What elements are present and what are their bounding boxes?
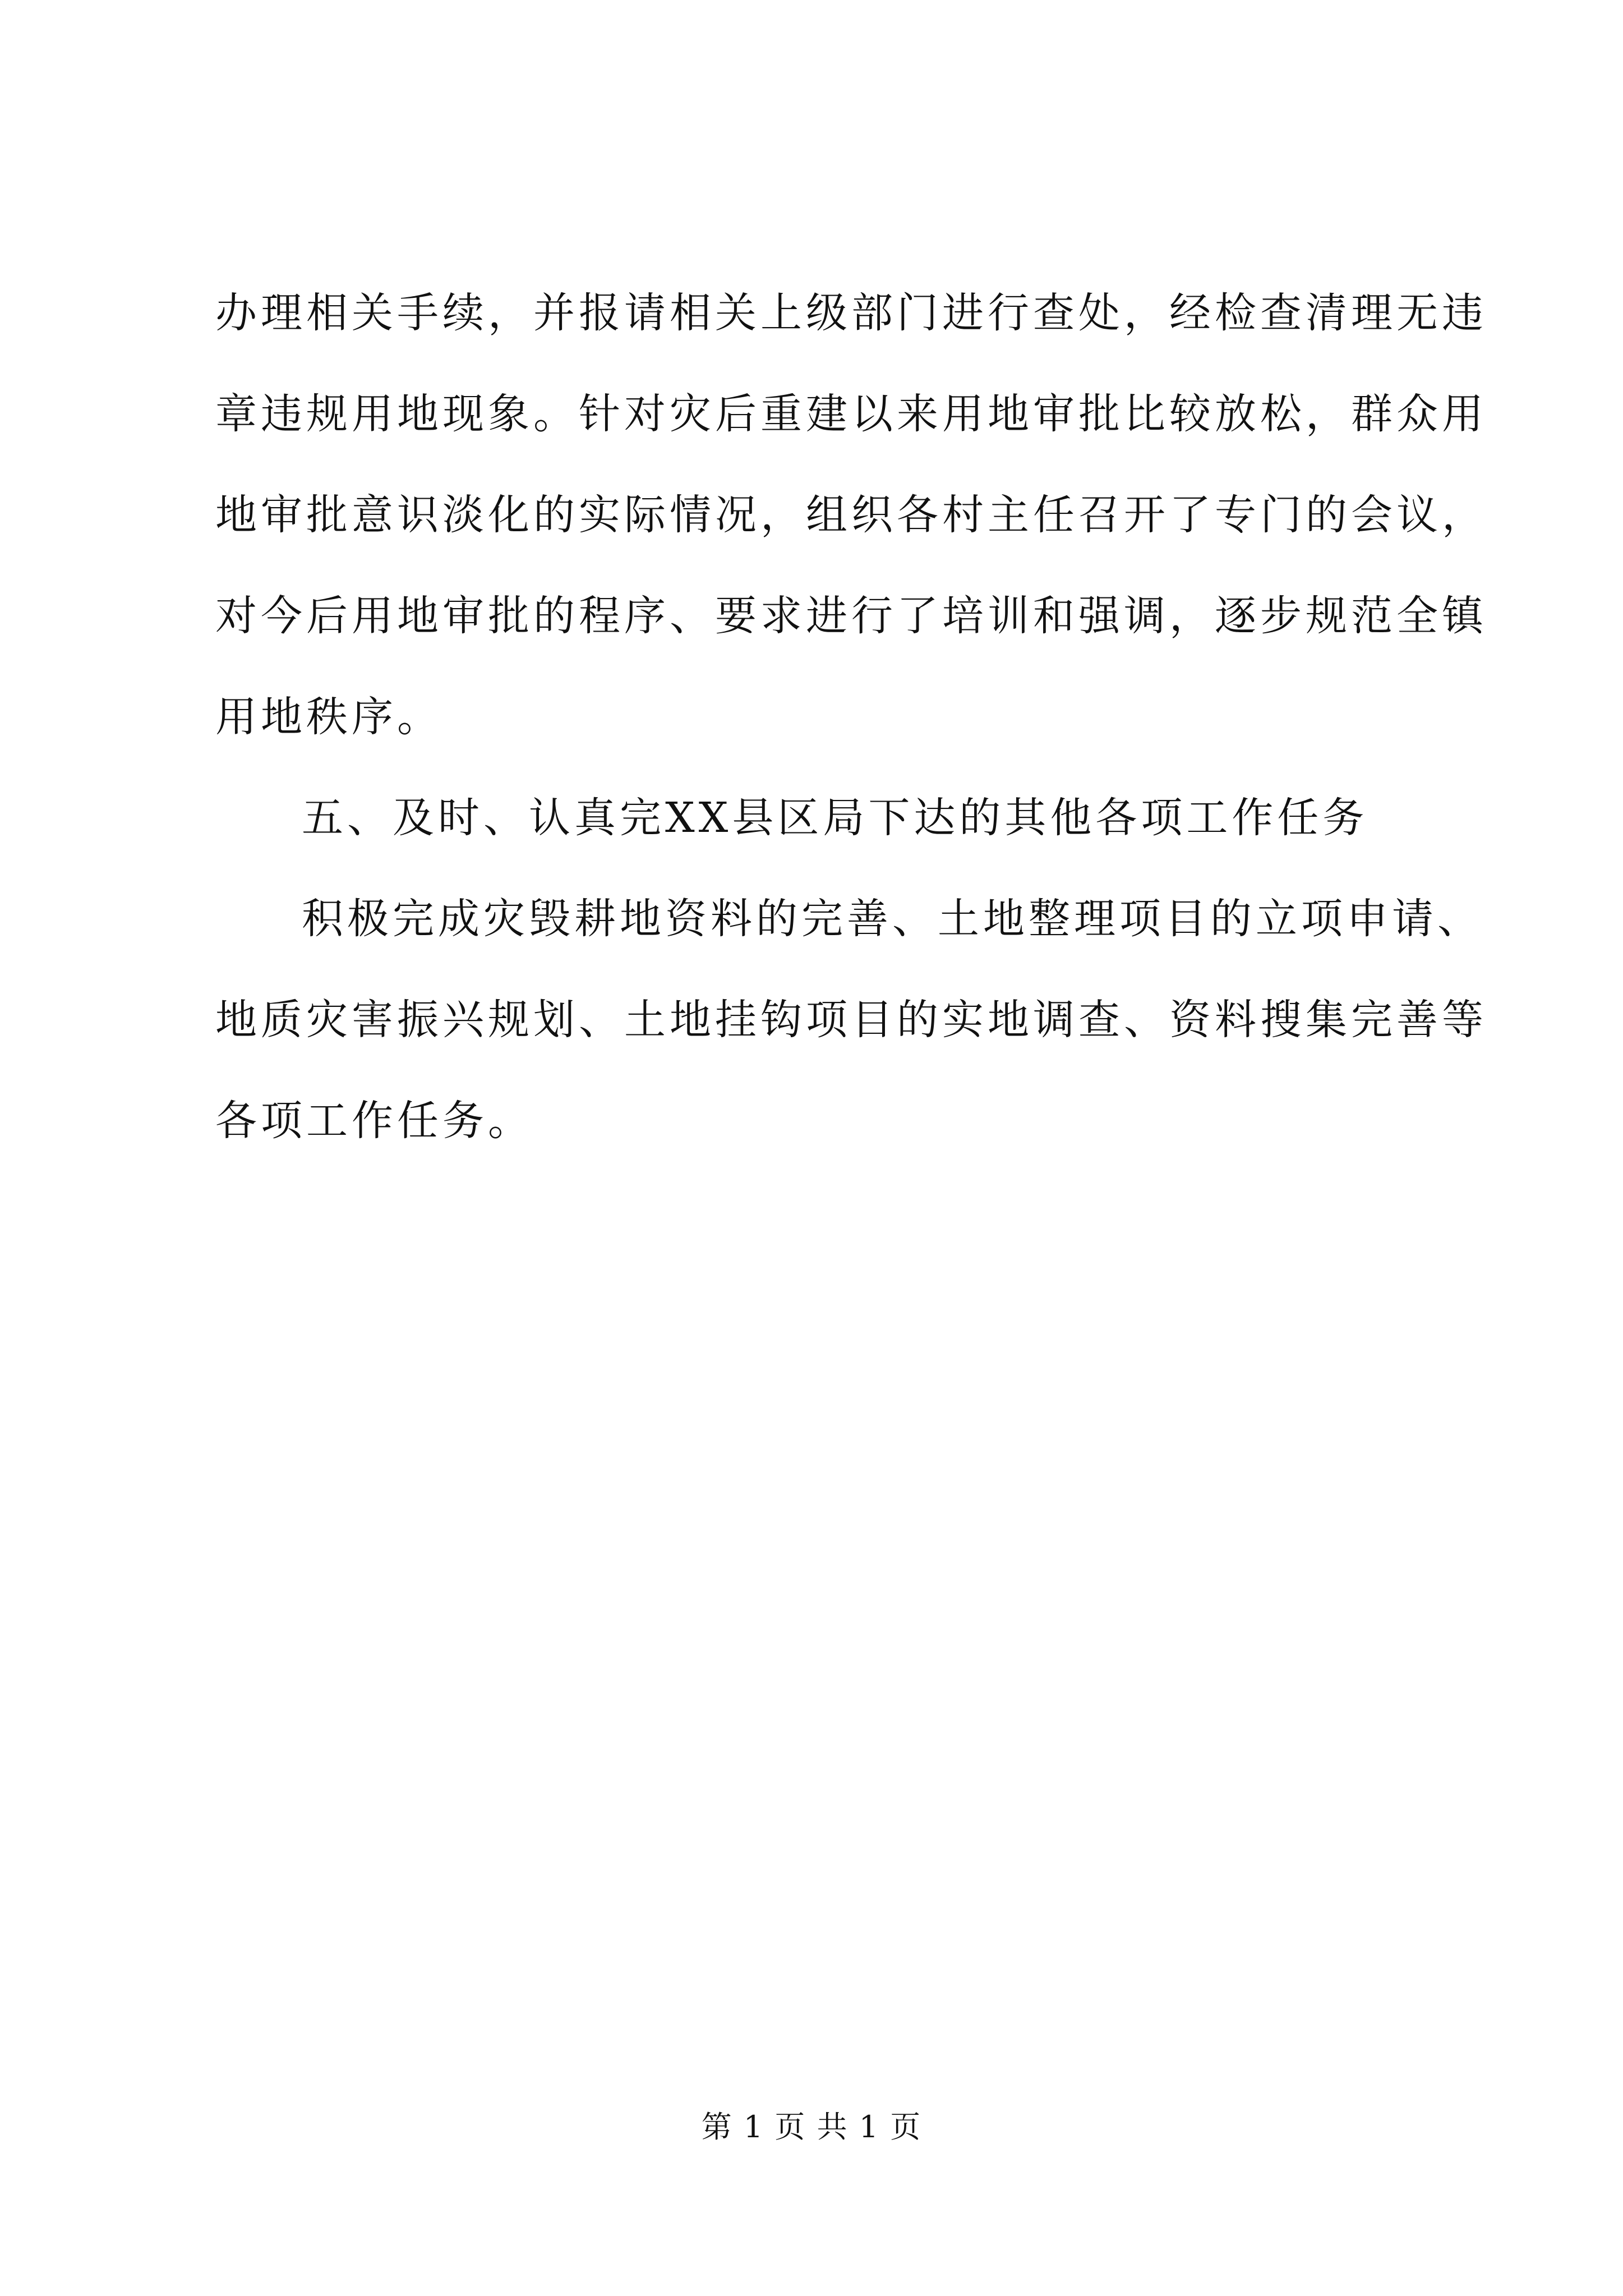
document-body: [215, 289, 1487, 1200]
section-heading: 五、及时、认真完XX县区局下达的其他各项工作任务: [302, 794, 1368, 842]
paragraph-line: 积极完成灾毁耕地资料的完善、土地整理项目的立项申请、: [302, 895, 1483, 943]
paragraph-line: 章违规用地现象。针对灾后重建以来用地审批比较放松，群众用: [215, 390, 1487, 438]
page-number-footer: 第 1 页 共 1 页: [701, 2109, 922, 2145]
paragraph-line: 地审批意识淡化的实际情况，组织各村主任召开了专门的会议，: [215, 491, 1487, 539]
paragraph-line: 地质灾害振兴规划、土地挂钩项目的实地调查、资料搜集完善等: [215, 996, 1487, 1044]
paragraph-line: 用地秩序。: [215, 693, 442, 741]
paragraph-line: 对今后用地审批的程序、要求进行了培训和强调，逐步规范全镇: [215, 592, 1487, 640]
paragraph-line: 各项工作任务。: [215, 1097, 533, 1145]
paragraph-line: 办理相关手续，并报请相关上级部门进行查处，经检查清理无违: [215, 289, 1487, 337]
